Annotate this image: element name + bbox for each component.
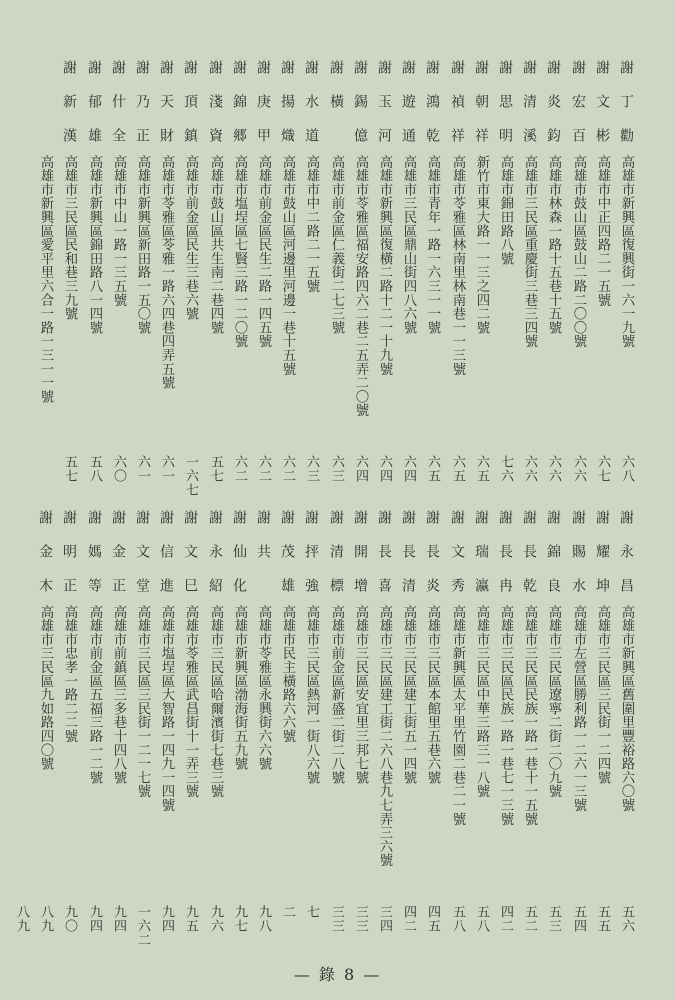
address: 高雄市三民區重慶街三巷三四號 — [522, 155, 537, 349]
person-name: 謝 什 全 — [110, 60, 126, 144]
age-number: 五三 — [546, 905, 561, 933]
address: 高雄市中正四路二一五號 — [595, 155, 610, 307]
address: 高雄市苓雅區武昌街十一弄三號 — [183, 605, 198, 799]
person-name: 謝 水 道 — [303, 60, 319, 144]
person-name: 謝 長 冉 — [497, 510, 513, 594]
address: 高雄市三民區中華三路三一八號 — [474, 605, 489, 799]
person-name: 謝 賜 水 — [570, 510, 586, 594]
age-number: 四二 — [401, 905, 416, 933]
age-number: 六四 — [401, 455, 416, 483]
address: 高雄市中山一路一三五號 — [111, 155, 126, 307]
age-number: 二 — [280, 905, 295, 919]
person-name: 謝 新 漢 — [61, 60, 77, 144]
address: 高雄市三民區民族一路一巷七一三號 — [498, 605, 513, 826]
address: 高雄市青年一路一六三一一號 — [425, 155, 440, 335]
age-number: 四五 — [425, 905, 440, 933]
address: 高雄市新興區復興街一六一九號 — [619, 155, 634, 349]
person-name: 謝 丁 勸 — [618, 60, 634, 144]
age-number: 六七 — [595, 455, 610, 483]
age-number: 四二 — [498, 905, 513, 933]
address: 高雄市三民區九如路四〇號 — [38, 605, 53, 771]
person-name: 謝 媽 等 — [86, 510, 102, 594]
age-number: 六三 — [304, 455, 319, 483]
address: 高雄市三民區熱河一街八六號 — [304, 605, 319, 785]
person-name: 謝 永 紹 — [207, 510, 223, 594]
age-number: 五八 — [450, 905, 465, 933]
person-name: 謝 明 正 — [61, 510, 77, 594]
age-number: 六二 — [256, 455, 271, 483]
age-number: 三三 — [329, 905, 344, 933]
age-number: 九〇 — [62, 905, 77, 933]
age-number: 六一 — [159, 455, 174, 483]
address: 高雄市鼓山區鼓山二路二〇〇號 — [571, 155, 586, 349]
person-name: 謝 思 明 — [497, 60, 513, 144]
person-name: 謝 錫 億 — [352, 60, 368, 144]
person-name: 謝 長 清 — [400, 510, 416, 594]
address: 新竹市東大路一一三之四二號 — [474, 155, 489, 335]
age-number: 六三 — [329, 455, 344, 483]
age-number: 七六 — [498, 455, 513, 483]
age-number: 五七 — [208, 455, 223, 483]
person-name: 謝 遊 通 — [400, 60, 416, 144]
address: 高雄市三民區鼎山街四八六號 — [401, 155, 416, 335]
person-name: 謝 禎 祥 — [449, 60, 465, 144]
age-number: 五五 — [595, 905, 610, 933]
address: 高雄市忠孝一路二二號 — [62, 605, 77, 743]
age-number: 八九 — [14, 905, 29, 933]
address: 高雄市塩埕區七賢三路一二〇號 — [232, 155, 247, 349]
age-number: 六六 — [571, 455, 586, 483]
age-number: 九四 — [111, 905, 126, 933]
age-number: 六〇 — [111, 455, 126, 483]
page-number: — 錄 8 — — [293, 965, 382, 984]
address: 高雄市苓雅區林南里林南巷一一三號 — [450, 155, 465, 376]
address: 高雄市新興區新田路一五〇號 — [135, 155, 150, 335]
address: 高雄市三民區建工街五一四號 — [401, 605, 416, 785]
address: 高雄市三民區哈爾濱街七巷三號 — [208, 605, 223, 799]
address: 高雄市前金區民生二路一四五號 — [256, 155, 271, 349]
age-number: 五二 — [522, 905, 537, 933]
person-name: 謝 抨 強 — [303, 510, 319, 594]
address: 高雄市三民區民族一路一巷十一五號 — [522, 605, 537, 826]
person-name: 謝 開 增 — [352, 510, 368, 594]
address: 高雄市塩埕區大智路一四九一四號 — [159, 605, 174, 812]
age-number: 三三 — [353, 905, 368, 933]
person-name: 謝 朝 祥 — [473, 60, 489, 144]
person-name: 謝 庚 甲 — [255, 60, 271, 144]
age-number: 六四 — [353, 455, 368, 483]
address: 高雄市三民區遼寧二街二〇九號 — [546, 605, 561, 799]
person-name: 謝 錦 郷 — [231, 60, 247, 144]
person-name: 謝 宏 百 — [570, 60, 586, 144]
address: 高雄市新興區愛平里六合一路一三一一號 — [38, 155, 53, 404]
address: 高雄市前金區新盛二街二八號 — [329, 605, 344, 785]
person-name: 謝 乃 正 — [134, 60, 150, 144]
address: 高雄市三民區三民街一二一七號 — [135, 605, 150, 799]
age-number: 六四 — [377, 455, 392, 483]
address: 高雄市鼓山區河邊里河邊一巷十五號 — [280, 155, 295, 376]
person-name: 謝 郁 雄 — [86, 60, 102, 144]
age-number: 五七 — [62, 455, 77, 483]
age-number: 六二 — [232, 455, 247, 483]
address: 高雄市前金區民生三巷六號 — [183, 155, 198, 321]
age-number: 九四 — [159, 905, 174, 933]
person-name: 謝 玉 河 — [376, 60, 392, 144]
person-name: 謝 文 秀 — [449, 510, 465, 594]
age-number: 八九 — [38, 905, 53, 933]
person-name: 謝 長 喜 — [376, 510, 392, 594]
address: 高雄市三民區本館里五巷六號 — [425, 605, 440, 785]
address: 高雄市苓雅區苓雅一路六四巷四弄五號 — [159, 155, 174, 390]
address: 高雄市三民區建工街二六八巷九七弄三六號 — [377, 605, 392, 868]
age-number: 九八 — [256, 905, 271, 933]
address: 高雄市林森一路十五巷十五號 — [546, 155, 561, 335]
age-number: 一六二 — [135, 905, 150, 947]
person-name: 謝 文 巳 — [182, 510, 198, 594]
address: 高雄市三民區民和巷三九號 — [62, 155, 77, 321]
address: 高雄市民主橫路六六號 — [280, 605, 295, 743]
person-name: 謝 金 木 — [37, 510, 53, 594]
person-name: 謝 耀 坤 — [594, 510, 610, 594]
age-number: 七 — [304, 905, 319, 919]
age-number: 九五 — [183, 905, 198, 933]
person-name: 謝 頂 鎮 — [182, 60, 198, 144]
address: 高雄市前金區仁義街二七三號 — [329, 155, 344, 335]
person-name: 謝 清 標 — [328, 510, 344, 594]
address: 高雄市新興區渤海街五九號 — [232, 605, 247, 771]
address: 高雄市前鎮區三多巷十四八號 — [111, 605, 126, 785]
age-number: 六一 — [135, 455, 150, 483]
person-name: 謝 清 溪 — [521, 60, 537, 144]
age-number: 三四 — [377, 905, 392, 933]
address: 高雄市新興區太平里竹園二巷二一號 — [450, 605, 465, 826]
person-name: 謝 文 堂 — [134, 510, 150, 594]
address: 高雄市左營區勝利路一二六一三號 — [571, 605, 586, 812]
person-name: 謝 長 乾 — [521, 510, 537, 594]
age-number: 六五 — [425, 455, 440, 483]
person-name: 謝 錦 良 — [545, 510, 561, 594]
address: 高雄市前金區五福三路一二號 — [87, 605, 102, 785]
age-number: 六六 — [522, 455, 537, 483]
age-number: 五六 — [619, 905, 634, 933]
person-name: 謝 永 昌 — [618, 510, 634, 594]
person-name: 謝 天 財 — [158, 60, 174, 144]
address: 高雄市新興區錦田路八一四號 — [87, 155, 102, 335]
person-name: 謝 淺 資 — [207, 60, 223, 144]
person-name: 謝 文 彬 — [594, 60, 610, 144]
address: 高雄市錦田路八號 — [498, 155, 513, 266]
age-number: 六五 — [450, 455, 465, 483]
person-name: 謝 長 炎 — [424, 510, 440, 594]
age-number: 五八 — [87, 455, 102, 483]
age-number: 六八 — [619, 455, 634, 483]
age-number: 六二 — [280, 455, 295, 483]
address: 高雄市新興區舊圍里豐裕路六〇號 — [619, 605, 634, 812]
age-number: 九七 — [232, 905, 247, 933]
person-name: 謝 橫 — [328, 60, 344, 110]
address: 高雄市苓雅區福安路四六二巷二五弄二〇號 — [353, 155, 368, 418]
age-number: 九四 — [87, 905, 102, 933]
person-name: 謝 金 正 — [110, 510, 126, 594]
address: 高雄市三民區安宜里三邦七號 — [353, 605, 368, 785]
address: 高雄市苓雅區永興街六六號 — [256, 605, 271, 771]
address: 高雄市中二路二一五號 — [304, 155, 319, 293]
age-number: 五八 — [474, 905, 489, 933]
person-name: 謝 茂 雄 — [279, 510, 295, 594]
person-name: 謝 揚 熾 — [279, 60, 295, 144]
person-name: 謝 共 — [255, 510, 271, 560]
person-name: 謝 仙 化 — [231, 510, 247, 594]
address: 高雄市三民區三民街一二四號 — [595, 605, 610, 785]
person-name: 謝 瑞 瀛 — [473, 510, 489, 594]
address: 高雄市新興區復橫二路十二一十九號 — [377, 155, 392, 376]
person-name: 謝 炎 鈞 — [545, 60, 561, 144]
person-name: 謝 信 進 — [158, 510, 174, 594]
age-number: 六五 — [474, 455, 489, 483]
age-number: 五四 — [571, 905, 586, 933]
address: 高雄市鼓山區共生南二巷四號 — [208, 155, 223, 335]
age-number: 九六 — [208, 905, 223, 933]
age-number: 六六 — [546, 455, 561, 483]
person-name: 謝 鴻 乾 — [424, 60, 440, 144]
age-number: 一六七 — [183, 455, 198, 497]
